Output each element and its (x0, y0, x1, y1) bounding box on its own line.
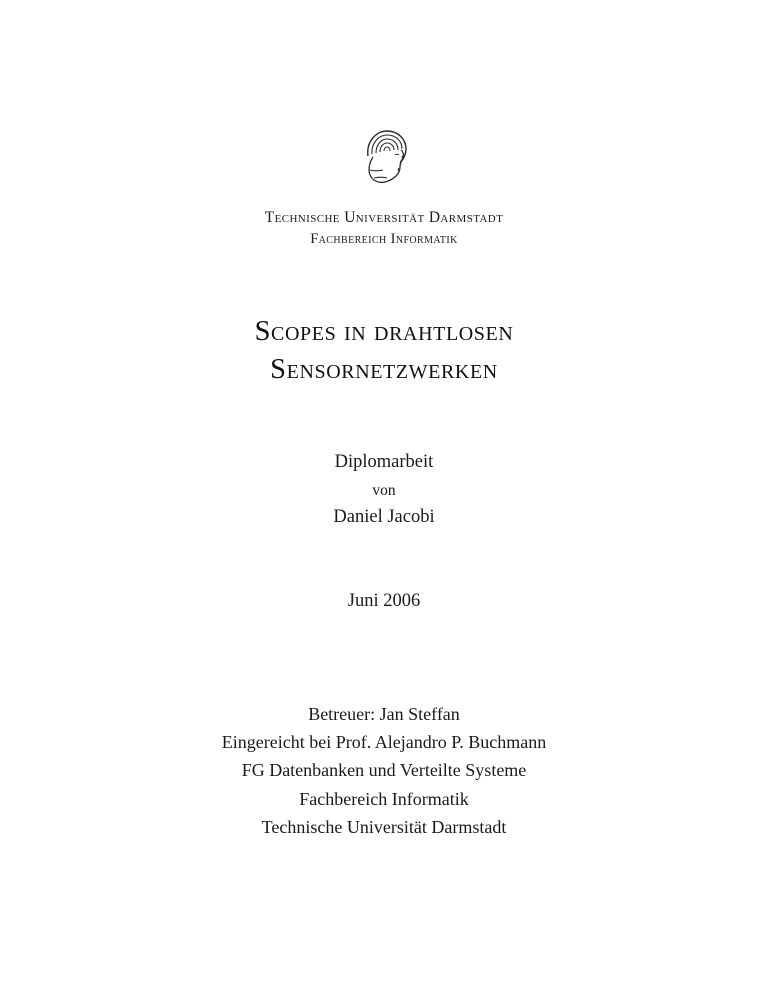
title-line-1: Scopes in drahtlosen (254, 316, 514, 347)
author-block (333, 448, 434, 533)
title-line-2: Sensornetzwerken (270, 353, 498, 385)
department-line: Fachbereich Informatik (299, 788, 469, 809)
supervisor-line: Betreuer: Jan Steffan (308, 704, 460, 725)
university-line: Technische Universität Darmstadt (261, 816, 507, 837)
publication-date: Juni 2006 (347, 591, 421, 612)
submitted-to-line: Eingereicht bei Prof. Alejandro P. Buchmann (221, 732, 547, 753)
institution-block (265, 206, 504, 251)
page-title (255, 313, 514, 388)
document-type: Diplomarbeit (334, 452, 434, 473)
research-group-line: FG Datenbanken und Verteilte Systeme (241, 760, 527, 781)
date-block (348, 591, 420, 612)
author-name: Daniel Jacobi (333, 507, 435, 528)
author-preposition: von (372, 482, 396, 500)
supervision-block (222, 700, 546, 840)
institution-university: Technische Universität Darmstadt (264, 209, 504, 226)
institution-department: Fachbereich Informatik (310, 231, 458, 248)
tu-darmstadt-logo (356, 126, 412, 188)
